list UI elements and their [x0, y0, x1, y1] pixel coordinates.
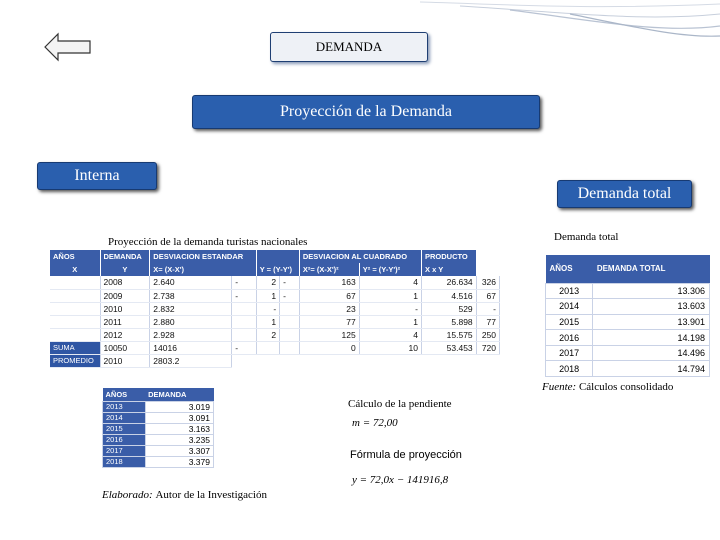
- projection-calc-table: [50, 250, 500, 368]
- demanda-total-title: Demanda total: [554, 231, 619, 243]
- cell: 14.794: [593, 361, 710, 377]
- suma-label: SUMA: [50, 341, 100, 354]
- table-row: [103, 423, 214, 434]
- table-row: [103, 412, 214, 423]
- col-header: Y = (Y-Y'): [256, 263, 299, 276]
- cell: -: [476, 302, 499, 315]
- col-header: X²= (X-X')²: [299, 263, 359, 276]
- cell: 2014: [103, 412, 146, 423]
- cell: 2013: [546, 283, 593, 299]
- cell: 14.198: [593, 330, 710, 346]
- cell: 2016: [103, 434, 146, 445]
- table-row: [50, 276, 500, 289]
- cell: 2017: [103, 445, 146, 456]
- decorative-waves: [420, 0, 720, 40]
- table-row: [103, 456, 214, 467]
- cell: 2803.2: [150, 354, 232, 367]
- cell: 2013: [103, 401, 146, 412]
- cell: 67: [476, 289, 499, 302]
- cell: 2011: [100, 315, 150, 328]
- col-header: [256, 250, 299, 263]
- cell: 4.516: [421, 289, 476, 302]
- cell: [232, 328, 256, 341]
- fuente-prefix: Fuente:: [542, 381, 579, 393]
- col-header: X: [50, 263, 100, 276]
- elaborado-prefix: Elaborado:: [102, 489, 156, 501]
- cell: 529: [421, 302, 476, 315]
- cell: 1: [256, 315, 279, 328]
- cell: 2.880: [150, 315, 232, 328]
- demanda-nav-button[interactable]: [270, 32, 428, 62]
- cell: 2018: [103, 456, 146, 467]
- cell: 3.163: [145, 423, 213, 434]
- col-header: Y² = (Y-Y')²: [359, 263, 421, 276]
- cell: 720: [476, 341, 499, 354]
- demanda-total-label: Demanda total: [577, 185, 672, 202]
- cell: 2014: [546, 299, 593, 315]
- cell: 0: [299, 341, 359, 354]
- cell: [280, 328, 300, 341]
- cell: 77: [476, 315, 499, 328]
- table-row: [103, 434, 214, 445]
- proyeccion-label: Proyección de la Demanda: [280, 103, 452, 120]
- cell: 3.379: [145, 456, 213, 467]
- formula-proyeccion-label: Fórmula de proyección: [350, 449, 462, 461]
- cell: 326: [476, 276, 499, 289]
- cell: 77: [299, 315, 359, 328]
- col-header: AÑOS: [50, 250, 100, 263]
- calculo-pendiente-label: Cálculo de la pendiente: [348, 398, 452, 410]
- cell: 2008: [100, 276, 150, 289]
- cell: 1: [256, 289, 279, 302]
- cell: 26.634: [421, 276, 476, 289]
- cell: -: [256, 302, 279, 315]
- cell: 4: [359, 328, 421, 341]
- interna-header: [37, 162, 157, 190]
- col-header: PRODUCTO: [421, 250, 476, 263]
- cell: 5.898: [421, 315, 476, 328]
- cell: 2.640: [150, 276, 232, 289]
- cell: 2016: [546, 330, 593, 346]
- col-header: DEMANDA TOTAL: [593, 255, 710, 283]
- total-demand-table: [545, 255, 710, 377]
- table-row: [50, 328, 500, 341]
- cell: 2: [256, 328, 279, 341]
- col-header: X= (X-X'): [150, 263, 256, 276]
- col-header: DEMANDA: [100, 250, 150, 263]
- elaborado-text: Autor de la Investigación: [155, 489, 267, 501]
- table-row: [50, 315, 500, 328]
- proy-nacionales-title: Proyección de la demanda turistas nacionales: [108, 236, 308, 248]
- cell: -: [280, 276, 300, 289]
- col-header: DEMANDA: [145, 388, 213, 401]
- cell: 3.307: [145, 445, 213, 456]
- table-row: [546, 345, 710, 361]
- cell: 2010: [100, 354, 150, 367]
- col-header: DESVIACION ESTANDAR: [150, 250, 256, 263]
- col-header: DESVIACION AL CUADRADO: [299, 250, 421, 263]
- cell: [280, 315, 300, 328]
- cell: 14.496: [593, 345, 710, 361]
- cell: -: [232, 276, 256, 289]
- fuente-text: Cálculos consolidado: [578, 381, 674, 393]
- proyeccion-header: [192, 95, 540, 129]
- cell: 13.603: [593, 299, 710, 315]
- cell: 2015: [546, 314, 593, 330]
- cell: -: [280, 289, 300, 302]
- cell: 13.306: [593, 283, 710, 299]
- col-header: AÑOS: [546, 255, 593, 283]
- table-row: [103, 401, 214, 412]
- table-row: [546, 283, 710, 299]
- cell: 163: [299, 276, 359, 289]
- demanda-nav-label: DEMANDA: [315, 39, 383, 54]
- cell: 2.832: [150, 302, 232, 315]
- table-row: [546, 314, 710, 330]
- elaborado-note: [102, 489, 267, 501]
- cell: 67: [299, 289, 359, 302]
- table-row: [50, 289, 500, 302]
- cell: [280, 302, 300, 315]
- cell: [232, 315, 256, 328]
- cell: 10: [359, 341, 421, 354]
- table-row: [103, 445, 214, 456]
- table-row: [546, 299, 710, 315]
- cell: 15.575: [421, 328, 476, 341]
- col-header: Y: [100, 263, 150, 276]
- cell: 10050: [100, 341, 150, 354]
- promedio-row: [50, 354, 500, 367]
- col-header: X x Y: [421, 263, 476, 276]
- cell: 3.235: [145, 434, 213, 445]
- cell: 2012: [100, 328, 150, 341]
- cell: 4: [359, 276, 421, 289]
- pendiente-formula: m = 72,00: [352, 417, 398, 429]
- interna-label: Interna: [74, 167, 120, 184]
- cell: 3.019: [145, 401, 213, 412]
- col-header: AÑOS: [103, 388, 146, 401]
- cell: 14016: [150, 341, 232, 354]
- cell: 2: [256, 276, 279, 289]
- back-arrow-icon[interactable]: [44, 32, 92, 62]
- demanda-total-header: [557, 180, 692, 208]
- cell: 23: [299, 302, 359, 315]
- cell: 2015: [103, 423, 146, 434]
- cell: 13.901: [593, 314, 710, 330]
- cell: 2010: [100, 302, 150, 315]
- fuente-note: [542, 381, 673, 393]
- cell: -: [232, 341, 256, 354]
- proyeccion-formula: y = 72,0x − 141916,8: [352, 474, 449, 486]
- cell: 53.453: [421, 341, 476, 354]
- cell: 2.738: [150, 289, 232, 302]
- cell: 3.091: [145, 412, 213, 423]
- promedio-label: PROMEDIO: [50, 354, 100, 367]
- cell: -: [232, 289, 256, 302]
- cell: 2009: [100, 289, 150, 302]
- projected-demand-table: [102, 388, 214, 468]
- table-row: [50, 302, 500, 315]
- cell: 1: [359, 315, 421, 328]
- table-row: [546, 361, 710, 377]
- cell: 250: [476, 328, 499, 341]
- cell: 2017: [546, 345, 593, 361]
- cell: 2018: [546, 361, 593, 377]
- cell: 125: [299, 328, 359, 341]
- cell: [232, 302, 256, 315]
- cell: 1: [359, 289, 421, 302]
- table-row: [546, 330, 710, 346]
- cell: -: [359, 302, 421, 315]
- cell: 2.928: [150, 328, 232, 341]
- suma-row: [50, 341, 500, 354]
